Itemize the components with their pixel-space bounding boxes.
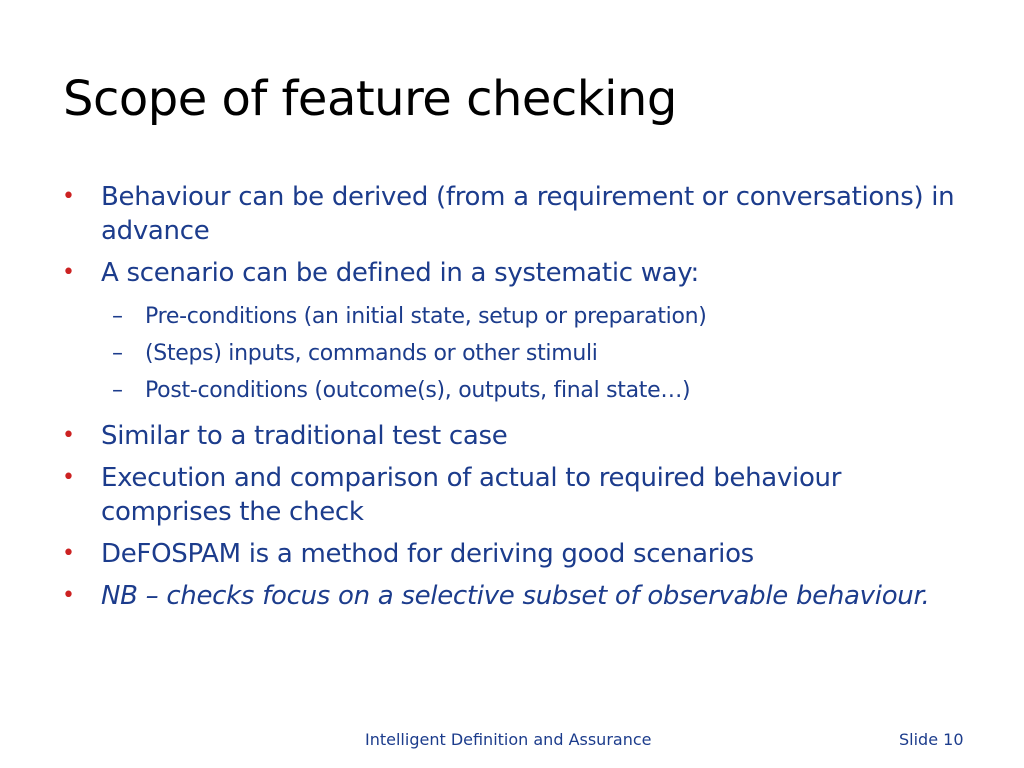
bullet-marker: • [62,541,75,566]
bullet-text: Behaviour can be derived (from a requirement or conversations) in advance [101,182,955,246]
slide-body [62,180,962,621]
sub-bullet-item [62,298,962,335]
sub-bullet-item [62,335,962,372]
bullet-item [62,180,962,248]
bullet-marker: • [62,260,75,285]
bullet-marker: • [62,423,75,448]
bullet-text: NB – checks focus on a selective subset of observable behaviour. [101,581,930,611]
footer-slide-number: Slide 10 [899,730,964,749]
sub-bullet-item [62,372,962,409]
bullet-text: A scenario can be defined in a systematic way: [101,258,699,288]
bullet-marker: • [62,583,75,608]
bullet-marker: • [62,465,75,490]
bullet-item [62,537,962,571]
bullet-text: Similar to a traditional test case [101,421,508,451]
sub-bullet-marker: – [112,341,123,366]
bullet-item [62,461,962,529]
slide-title: Scope of feature checking [63,71,677,127]
sub-bullet-text: Pre-conditions (an initial state, setup or preparation) [145,304,707,329]
sub-bullet-text: (Steps) inputs, commands or other stimuli [145,341,598,366]
sub-bullet-text: Post-conditions (outcome(s), outputs, final state…) [145,378,691,403]
bullet-text: Execution and comparison of actual to required behaviour comprises the check [101,463,842,527]
sub-bullet-list [62,298,962,409]
bullet-item [62,256,962,290]
bullet-marker: • [62,184,75,209]
bullet-item [62,419,962,453]
footer-presentation-title: Intelligent Definition and Assurance [365,730,652,749]
bullet-item [62,579,962,613]
bullet-text: DeFOSPAM is a method for deriving good scenarios [101,539,754,569]
sub-bullet-marker: – [112,378,123,403]
sub-bullet-marker: – [112,304,123,329]
